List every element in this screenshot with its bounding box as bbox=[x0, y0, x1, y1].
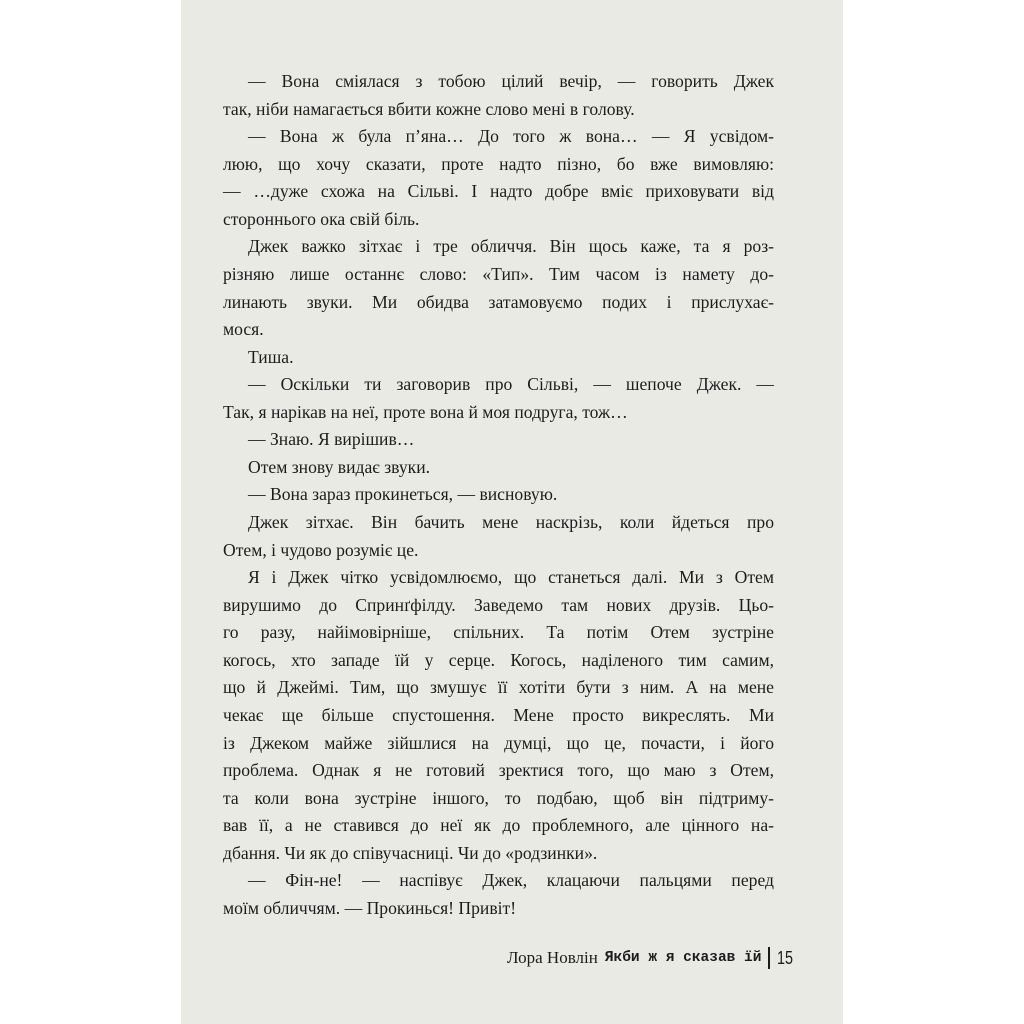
paragraph bbox=[223, 564, 774, 867]
text-line: Отем, і чудово розуміє це. bbox=[223, 539, 419, 560]
text-line: Джек важко зітхає і тре обличчя. Він щось каже, та я роз- bbox=[248, 236, 774, 257]
text-line: — …дуже схожа на Сільві. І надто добре вміє приховувати від bbox=[223, 181, 774, 202]
text-line: — Вона ж була п’яна… До того ж вона… — Я усвідом- bbox=[248, 126, 774, 147]
paragraph bbox=[223, 454, 774, 482]
text-line: Так, я нарікав на неї, проте вона й моя подруга, тож… bbox=[223, 401, 628, 422]
text-line: люю, що хочу сказати, проте надто пізно, бо вже вимовляю: bbox=[223, 153, 774, 174]
text-line: стороннього ока свій біль. bbox=[223, 208, 420, 229]
footer-author: Лора Новлін bbox=[507, 948, 598, 967]
text-line: вирушимо до Спринґфілду. Заведемо там нових друзів. Цьо- bbox=[223, 594, 774, 615]
paragraph bbox=[223, 426, 774, 454]
text-line: чекає ще більше спустошення. Мене просто викреслять. Ми bbox=[223, 704, 774, 725]
text-line: мося. bbox=[223, 319, 264, 340]
paragraph bbox=[223, 509, 774, 564]
paragraph bbox=[223, 867, 774, 922]
text-line: — Знаю. Я вирішив… bbox=[248, 429, 415, 450]
book-page bbox=[181, 0, 843, 1024]
paragraph bbox=[223, 481, 774, 509]
text-line: вав її, а не ставився до неї як до проблемного, але цінного на- bbox=[223, 815, 774, 836]
text-line: що й Джеймі. Тим, що змушує її хотіти бути з ним. А на мене bbox=[223, 677, 774, 698]
page-footer bbox=[507, 945, 797, 971]
text-line: Отем знову видає звуки. bbox=[248, 456, 431, 477]
paragraph bbox=[223, 371, 774, 426]
text-line: линають звуки. Ми обидва затамовуємо подих і прислухає- bbox=[223, 291, 774, 312]
paragraph bbox=[223, 233, 774, 343]
text-line: — Вона зараз прокинеться, — висновую. bbox=[248, 484, 558, 505]
text-line: — Фін-не! — наспівує Джек, клацаючи пальцями перед bbox=[248, 870, 774, 891]
text-line: із Джеком майже зійшлися на думці, що це, почасти, і його bbox=[223, 732, 774, 753]
text-line: так, ніби намагається вбити кожне слово мені в голову. bbox=[223, 98, 635, 119]
text-line: го разу, найімовірніше, спільних. Та потім Отем зустріне bbox=[223, 622, 774, 643]
page-body-text bbox=[223, 68, 774, 922]
text-line: різняю лише останнє слово: «Тип». Тим часом із намету до- bbox=[223, 263, 774, 284]
text-line: — Оскільки ти заговорив про Сільві, — шепоче Джек. — bbox=[248, 374, 774, 395]
text-line: когось, хто западе їй у серце. Когось, наділеного тим самим, bbox=[223, 649, 774, 670]
text-line: проблема. Однак я не готовий зректися того, що маю з Отем, bbox=[223, 760, 774, 781]
text-line: Джек зітхає. Він бачить мене наскрізь, коли йдеться про bbox=[248, 512, 774, 532]
paragraph bbox=[223, 123, 774, 233]
text-line: та коли вона зустріне іншого, то подбаю, щоб він підтриму- bbox=[223, 787, 774, 808]
paragraph bbox=[223, 68, 774, 123]
page-number: 15 bbox=[776, 947, 793, 968]
footer-book-title: Якби ж я сказав їй bbox=[604, 950, 762, 966]
text-line: дбання. Чи як до співучасниці. Чи до «родзинки». bbox=[223, 842, 598, 863]
footer-divider bbox=[768, 947, 770, 969]
text-line: моїм обличчям. — Прокинься! Привіт! bbox=[223, 897, 517, 918]
text-line: Тиша. bbox=[248, 346, 294, 367]
text-line: Я і Джек чітко усвідомлюємо, що станеться далі. Ми з Отем bbox=[248, 567, 774, 588]
paragraph bbox=[223, 344, 774, 372]
text-line: — Вона сміялася з тобою цілий вечір, — говорить Джек bbox=[248, 71, 774, 91]
